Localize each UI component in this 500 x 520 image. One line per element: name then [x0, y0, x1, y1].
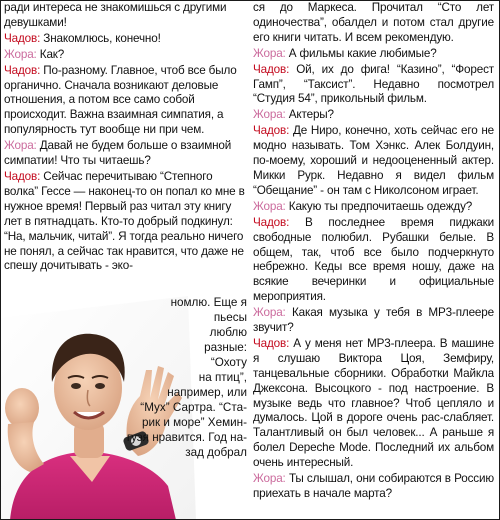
speaker-label-chadov: Чадов: [253, 62, 290, 76]
dialogue-text: Ты слышал, они собираются в Россию приехать в начале марта? [253, 472, 494, 500]
wrapped-line: пьесы [213, 311, 247, 324]
dialogue-line [4, 32, 247, 47]
dialogue-line [253, 472, 494, 502]
right-column [253, 1, 494, 519]
dialogue-text: Ой, их до фига! “Казино”, “Форест Гамп”, “Таксист”. Недавно посмотрел “Студия 54”, прикольный фильм. [253, 62, 494, 106]
dialogue-line [4, 139, 247, 169]
speaker-label-zhora: Жора: [253, 108, 286, 122]
speaker-label-chadov: Чадов: [4, 31, 41, 45]
dialogue-text: Какая музыка у тебя в МР3-плеере звучит? [253, 306, 494, 335]
left-dialogue [4, 32, 247, 275]
wrapped-line: “Мух” Сартра. “Ста- [140, 401, 247, 414]
dialogue-text: Сейчас перечитываю “Степного волка” Гессе — наконец-то он попал ко мне в нужное время! Первый раз читал эту книгу лет в пятнадцать. Кто-то добрый подкинул: “На, мальчик, читай”. Я тогда реально ничего не понял, а сейчас так нравится, что даже не спешу дочитывать - эко- [4, 169, 245, 273]
speaker-label-chadov: Чадов: [4, 169, 41, 183]
dialogue-line [4, 48, 247, 63]
speaker-label-chadov: Чадов: [253, 124, 290, 138]
wrapped-line: разные: [204, 341, 247, 354]
speaker-label-chadov: Чадов: [253, 215, 290, 229]
dialogue-line [253, 200, 494, 215]
dialogue-line [253, 216, 494, 305]
wrapped-line: например, или [167, 386, 247, 399]
dialogue-text: А фильмы какие любимые? [288, 46, 437, 60]
right-intro-text: ся до Маркеса. Прочитал “Сто лет одиночества”, обалдел и потом стал другие его книги читать. И всем рекомендую. [253, 1, 494, 44]
dialogue-line [253, 306, 494, 336]
wrapped-line: гуэя нравится. Год на- [126, 431, 247, 444]
dialogue-line [253, 108, 494, 123]
dialogue-line [253, 63, 494, 108]
dialogue-line [4, 64, 247, 139]
speaker-label-zhora: Жора: [253, 472, 286, 486]
wrapped-line: люблю [209, 326, 247, 339]
dialogue-text: Де Ниро, конечно, хоть сейчас его не модно называть. Том Хэнкс. Алек Болдуин, по-моему, хороший и недооцененный актер. Микки Рурк. Недавно я видел фильм “Обещание” - он там с Николсоном играет. [253, 124, 494, 197]
dialogue-text: Как? [39, 47, 65, 61]
dialogue-line [253, 47, 494, 62]
wrapped-line: “Охоту [210, 356, 247, 369]
left-column [4, 1, 247, 297]
dialogue-text: Какую ты предпочитаешь одежду? [288, 199, 473, 213]
speaker-label-zhora: Жора: [4, 139, 37, 153]
dialogue-text: Актеры? [288, 108, 334, 122]
dialogue-text: Знакомлюсь, конечно! [43, 31, 161, 45]
speaker-label-chadov: Чадов: [253, 336, 290, 350]
dialogue-text: А у меня нет МР3-плеера. В машине я слушаю Виктора Цоя, Земфиру, танцевальные сборники. Обработки Майкла Джексона. Высоцкого - под настроение. В музыке ведь что главное? Чтоб цепляло и думалось. Цой в дороге очень рас-слабляет. Талантливый он был человек... А раньше я болел Depeche Mode. Последний их альбом очень интересный. [253, 336, 494, 470]
speaker-label-zhora: Жора: [253, 199, 286, 213]
dialogue-text: Давай не будем больше о взаимной симпатии! Что ты читаешь? [4, 139, 232, 168]
wrapped-line: на птиц”, [198, 371, 247, 384]
wrapped-line: зад добрал [185, 446, 247, 459]
dialogue-text: В последнее время пиджаки свободные полюбил. Рубашки белые. В общем, так, чтоб все было подчеркнуто небрежно. Кеды все время ношу, даже на всякие вечеринки и официальные мероприятия. [253, 215, 494, 304]
wrapped-line: номлю. Еще я [170, 296, 247, 309]
right-dialogue [253, 47, 494, 502]
intro-text: ради интереса не знакомишься с другими девушками! [4, 1, 227, 29]
dialogue-line [253, 337, 494, 471]
speaker-label-chadov: Чадов: [4, 63, 41, 77]
speaker-label-zhora: Жора: [4, 47, 37, 61]
speaker-label-zhora: Жора: [253, 306, 286, 320]
dialogue-text: По-разному. Главное, чтоб все было органично. Сначала возникают деловые отношения, а потом все само собой происходит. Важна взаимная симпатия, а популярность тут вообще ни при чем. [4, 63, 237, 137]
dialogue-line [253, 124, 494, 199]
speaker-label-zhora: Жора: [253, 46, 286, 60]
dialogue-line [4, 170, 247, 274]
wrapped-line: рик и море” Хемин- [141, 416, 247, 429]
